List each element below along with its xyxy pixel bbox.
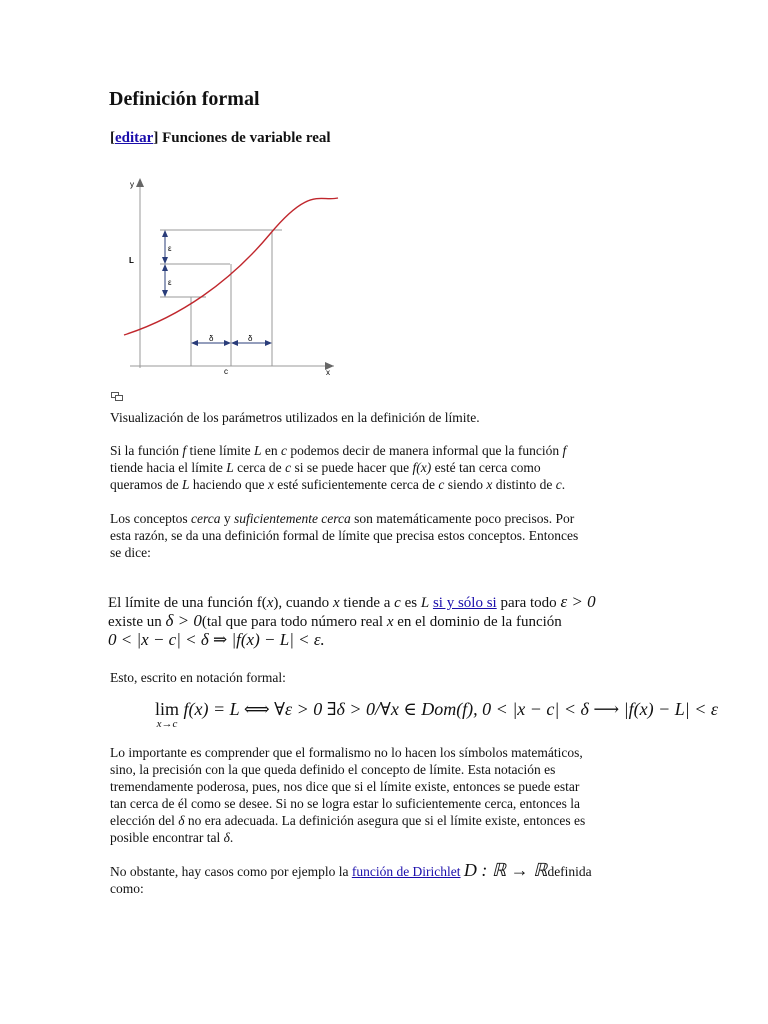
enlarge-icon[interactable]: [111, 392, 123, 402]
delta-label-left: δ: [209, 334, 214, 343]
paragraph-4: No obstante, hay casos como por ejemplo la función de Dirichlet D : ℝ → ℝdefinida como:: [110, 860, 592, 896]
c-label: c: [224, 367, 228, 376]
y-axis-arrow: [136, 178, 144, 187]
paragraph-3: Lo importante es comprender que el formalismo no lo hacen los símbolos matemáticos, sino, la precisión con la que queda definido el concepto de límite. Esta notación es tremendamente poderosa, pues, nos dice que si el límite existe, entonces se puede estar tan cerca de él como se desee. Si no se logra estar lo suficientemente cerca, entonces la elección del δ no era adecuada. La definición asegura que si el límite existe, entonces es posible encontrar tal δ.: [110, 745, 586, 845]
epsilon-label-upper: ε: [168, 244, 172, 253]
y-label: y: [130, 180, 134, 189]
delta-label-right: δ: [248, 334, 253, 343]
dirichlet-link[interactable]: función de Dirichlet: [351, 864, 461, 879]
iff-link[interactable]: si y sólo si: [432, 595, 497, 611]
limit-diagram: [120, 172, 350, 382]
formal-formula: lim x→c f(x) = L ⟺ ∀ε > 0 ∃δ > 0/∀x ∈ Dom(f), 0 < |x − c| < δ ⟶ |f(x) − L| < ε: [155, 699, 718, 730]
subsection-title: Funciones de variable real: [162, 130, 331, 146]
section-title: Definición formal: [109, 88, 260, 110]
epsilon-label-lower: ε: [168, 278, 172, 287]
figure-caption: Visualización de los parámetros utilizados en la definición de límite.: [110, 410, 480, 425]
paragraph-1: Si la función f tiene límite L en c podemos decir de manera informal que la función f tiende hacia el límite L cerca de c si se puede hacer que f(x) esté tan cerca como queramos de L haciendo que x esté suficientemente cerca de c siendo x distinto de c.: [110, 443, 567, 492]
x-label: x: [326, 368, 330, 377]
edit-link[interactable]: editar: [115, 130, 154, 146]
paragraph-2: Los conceptos cerca y suficientemente cerca son matemáticamente poco precisos. Por esta razón, se da una definición formal de límite que precisa estos conceptos. Entonces se dice:: [110, 511, 579, 560]
formal-intro: Esto, escrito en notación formal:: [110, 670, 286, 685]
subsection-heading: [editar] Funciones de variable real: [110, 130, 331, 146]
L-label: L: [129, 256, 134, 265]
limit-definition: El límite de una función f(x), cuando x tiende a c es L si y sólo si para todo ε > 0 existe un δ > 0(tal que para todo número real x en el dominio de la función 0 < |x − c| < δ ⇒ |f(x) − L| < ε.: [108, 592, 596, 649]
